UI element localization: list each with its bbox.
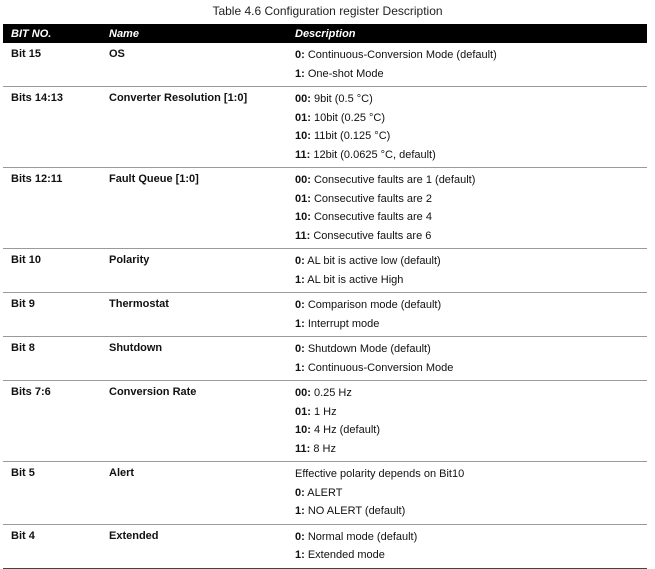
description-cell <box>287 43 647 87</box>
bit-value-code: 11: <box>295 442 311 455</box>
description-cell <box>287 462 647 525</box>
header-row <box>3 24 647 43</box>
field-name-cell: Extended <box>101 524 287 568</box>
description-line <box>295 208 639 227</box>
table-row <box>3 462 647 525</box>
bit-value-text: 8 Hz <box>310 442 336 455</box>
description-line <box>295 528 639 547</box>
bit-number-cell: Bit 15 <box>3 43 101 87</box>
bit-number-cell: Bits 7:6 <box>3 381 101 462</box>
field-name-cell: Alert <box>101 462 287 525</box>
bit-value-text: Comparison mode (default) <box>304 299 442 311</box>
description-line <box>295 403 639 422</box>
description-line <box>295 484 639 503</box>
description-line <box>295 190 639 209</box>
table-row <box>3 337 647 381</box>
description-line <box>295 271 639 290</box>
bit-value-code: 00: <box>295 174 311 186</box>
table-row <box>3 249 647 293</box>
description-line <box>295 46 639 65</box>
description-cell <box>287 293 647 337</box>
bit-value-text: 12bit (0.0625 °C, default) <box>310 148 436 161</box>
bit-value-text: Consecutive faults are 2 <box>310 192 432 205</box>
bit-value-code: 1: <box>295 549 305 561</box>
description-line <box>295 171 639 190</box>
bit-value-code: 0: <box>295 299 305 311</box>
description-cell <box>287 87 647 168</box>
table-body <box>3 43 647 568</box>
bit-value-text: Consecutive faults are 4 <box>310 211 432 223</box>
table-row <box>3 524 647 568</box>
config-register-table <box>3 24 647 569</box>
bit-value-text: Shutdown Mode (default) <box>304 343 431 355</box>
field-name-cell: Shutdown <box>101 337 287 381</box>
bit-value-text: Consecutive faults are 1 (default) <box>310 174 476 186</box>
bit-number-cell: Bits 12:11 <box>3 168 101 249</box>
bit-value-text: Continuous-Conversion Mode (default) <box>304 49 497 61</box>
bit-value-code: 00: <box>295 387 311 399</box>
bit-value-text: Extended mode <box>304 549 385 561</box>
bit-value-text: 11bit (0.125 °C) <box>310 130 391 142</box>
bit-value-code: 01: <box>295 405 311 418</box>
description-cell <box>287 249 647 293</box>
bit-value-code: 0: <box>295 486 305 499</box>
field-name-cell: OS <box>101 43 287 87</box>
description-cell <box>287 381 647 462</box>
description-line <box>295 127 639 146</box>
bit-value-code: 1: <box>295 67 305 80</box>
bit-value-text: 4 Hz (default) <box>310 424 380 436</box>
bit-value-text: 9bit (0.5 °C) <box>310 93 373 105</box>
bit-value-code: 0: <box>295 49 305 61</box>
description-line <box>295 227 639 246</box>
bit-value-text: Continuous-Conversion Mode <box>304 361 454 374</box>
field-name-cell: Converter Resolution [1:0] <box>101 87 287 168</box>
bit-value-code: 10: <box>295 130 311 142</box>
bit-number-cell: Bit 9 <box>3 293 101 337</box>
table-row <box>3 168 647 249</box>
description-line <box>295 384 639 403</box>
bit-value-code: 01: <box>295 192 311 205</box>
bit-value-text: Interrupt mode <box>304 317 380 330</box>
bit-value-code: 1: <box>295 317 305 330</box>
description-line <box>295 440 639 459</box>
field-name-cell: Conversion Rate <box>101 381 287 462</box>
description-line <box>295 465 639 484</box>
bit-value-code: 0: <box>295 343 305 355</box>
description-line <box>295 546 639 565</box>
bit-value-code: 1: <box>295 505 305 517</box>
description-line <box>295 90 639 109</box>
description-line <box>295 359 639 378</box>
description-line <box>295 252 639 271</box>
bit-value-code: 11: <box>295 229 311 242</box>
bit-number-cell: Bit 5 <box>3 462 101 525</box>
bit-number-cell: Bit 10 <box>3 249 101 293</box>
bit-number-cell: Bit 4 <box>3 524 101 568</box>
table-row <box>3 293 647 337</box>
table-caption: Table 4.6 Configuration register Description <box>212 4 443 18</box>
bit-value-code: 10: <box>295 424 311 436</box>
header-bit-no: BIT NO. <box>3 24 101 43</box>
bit-value-text: NO ALERT (default) <box>304 505 406 517</box>
bit-value-text: One-shot Mode <box>304 67 384 80</box>
description-line <box>295 315 639 334</box>
field-name-cell: Fault Queue [1:0] <box>101 168 287 249</box>
bit-value-code: 11: <box>295 148 311 161</box>
bit-value-code: 00: <box>295 93 311 105</box>
description-cell <box>287 168 647 249</box>
bit-value-text: AL bit is active High <box>304 273 404 286</box>
field-name-cell: Thermostat <box>101 293 287 337</box>
field-name-cell: Polarity <box>101 249 287 293</box>
bit-value-text: 1 Hz <box>310 405 337 418</box>
bit-value-text: 0.25 Hz <box>310 387 352 399</box>
description-line <box>295 502 639 521</box>
bit-value-code: 1: <box>295 361 305 374</box>
bit-value-code: 0: <box>295 530 305 543</box>
bit-number-cell: Bit 8 <box>3 337 101 381</box>
table-row <box>3 43 647 87</box>
bit-value-text: Normal mode (default) <box>304 530 418 543</box>
bit-value-code: 0: <box>295 255 305 267</box>
table-row <box>3 87 647 168</box>
bit-number-cell: Bits 14:13 <box>3 87 101 168</box>
description-line <box>295 421 639 440</box>
description-cell <box>287 337 647 381</box>
bit-value-code: 1: <box>295 273 305 286</box>
description-line <box>295 146 639 165</box>
bit-value-code: 01: <box>295 111 311 124</box>
bit-value-text: AL bit is active low (default) <box>304 255 441 267</box>
bit-value-text: 10bit (0.25 °C) <box>310 111 386 124</box>
bit-value-text: ALERT <box>304 486 343 499</box>
description-line <box>295 340 639 359</box>
description-line <box>295 109 639 128</box>
bit-value-text: Effective polarity depends on Bit10 <box>295 468 465 480</box>
table-header <box>3 24 647 43</box>
description-line <box>295 296 639 315</box>
header-description: Description <box>287 24 647 43</box>
description-cell <box>287 524 647 568</box>
bit-value-text: Consecutive faults are 6 <box>310 229 432 242</box>
table-row <box>3 381 647 462</box>
description-line <box>295 65 639 84</box>
header-name: Name <box>101 24 287 43</box>
bit-value-code: 10: <box>295 211 311 223</box>
